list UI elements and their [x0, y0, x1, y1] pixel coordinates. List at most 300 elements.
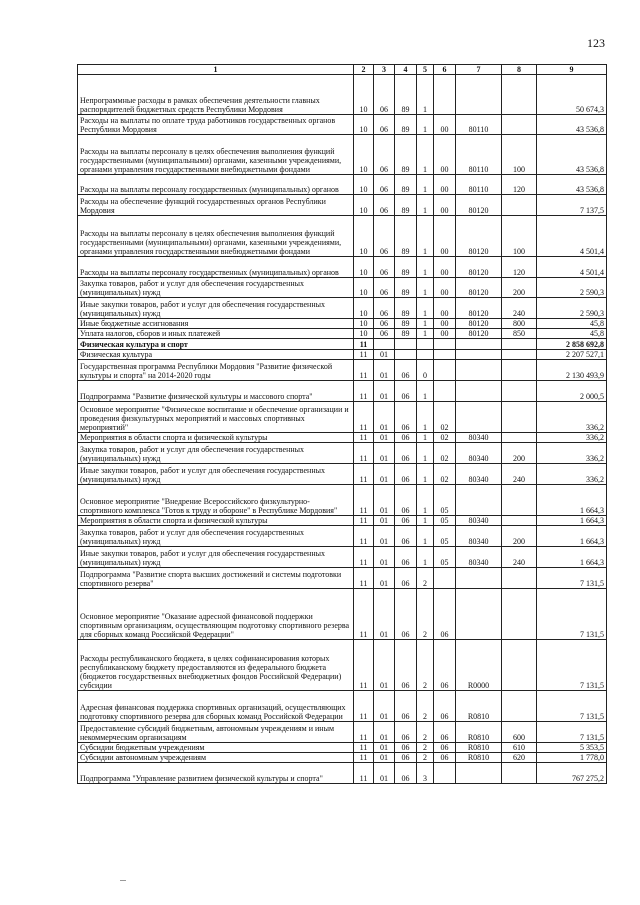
row-type-cell: [502, 433, 537, 443]
row-event-cell: 00: [434, 257, 456, 278]
row-name-cell: Субсидии автономным учреждениям: [78, 753, 354, 763]
row-event-cell: 00: [434, 175, 456, 195]
row-program-cell: 89: [395, 278, 417, 298]
row-name-cell: Непрограммные расходы в рамках обеспечения деятельности главных распорядителей бюджетных средств Республики Мордовия: [78, 75, 354, 115]
row-subsection-cell: 06: [374, 298, 395, 319]
row-subprogram-cell: 2: [417, 568, 434, 589]
table-row: [78, 175, 607, 195]
row-section-cell: 11: [354, 360, 374, 381]
row-amount-cell: 43 536,8: [537, 135, 607, 175]
row-event-cell: [434, 381, 456, 402]
row-name-cell: Иные закупки товаров, работ и услуг для обеспечения государственных (муниципальных) нужд: [78, 464, 354, 485]
row-amount-cell: 7 131,5: [537, 568, 607, 589]
row-subprogram-cell: 2: [417, 691, 434, 722]
row-subprogram-cell: 1: [417, 402, 434, 433]
row-type-cell: 200: [502, 526, 537, 547]
table-header-row: [78, 65, 607, 75]
table-row: [78, 485, 607, 516]
row-name-cell: Подпрограмма "Развитие физической культуры и массового спорта": [78, 381, 354, 402]
row-program-cell: 89: [395, 319, 417, 329]
row-amount-cell: 5 353,5: [537, 743, 607, 753]
row-direction-cell: 80120: [456, 278, 502, 298]
row-section-cell: 10: [354, 216, 374, 257]
row-direction-cell: [456, 589, 502, 640]
row-direction-cell: [456, 360, 502, 381]
row-name-cell: Мероприятия в области спорта и физической культуры: [78, 516, 354, 526]
row-amount-cell: 4 501,4: [537, 257, 607, 278]
column-header: 4: [395, 65, 417, 75]
row-section-cell: 11: [354, 568, 374, 589]
row-event-cell: 00: [434, 329, 456, 339]
row-direction-cell: 80340: [456, 526, 502, 547]
row-type-cell: 100: [502, 135, 537, 175]
row-section-cell: 10: [354, 115, 374, 135]
row-direction-cell: 80340: [456, 516, 502, 526]
row-section-cell: 11: [354, 516, 374, 526]
row-subprogram-cell: 2: [417, 753, 434, 763]
row-name-cell: Физическая культура и спорт: [78, 339, 354, 350]
row-program-cell: 06: [395, 691, 417, 722]
row-event-cell: 00: [434, 115, 456, 135]
row-event-cell: 00: [434, 298, 456, 319]
row-direction-cell: 80120: [456, 298, 502, 319]
row-section-cell: 11: [354, 691, 374, 722]
row-name-cell: Адресная финансовая поддержка спортивных организаций, осуществляющих подготовку спортивного резерва для сборных команд Российской Федерации: [78, 691, 354, 722]
row-subprogram-cell: 1: [417, 298, 434, 319]
row-subprogram-cell: 1: [417, 381, 434, 402]
row-section-cell: 10: [354, 329, 374, 339]
row-event-cell: 00: [434, 135, 456, 175]
column-header: 7: [456, 65, 502, 75]
row-type-cell: 200: [502, 443, 537, 464]
row-section-cell: 11: [354, 433, 374, 443]
row-subsection-cell: 06: [374, 115, 395, 135]
row-section-cell: 11: [354, 402, 374, 433]
row-subsection-cell: 01: [374, 526, 395, 547]
row-subprogram-cell: 1: [417, 516, 434, 526]
row-subprogram-cell: 1: [417, 329, 434, 339]
row-subsection-cell: 01: [374, 433, 395, 443]
row-program-cell: 06: [395, 640, 417, 691]
row-subsection-cell: 01: [374, 443, 395, 464]
row-direction-cell: 80340: [456, 443, 502, 464]
row-direction-cell: 80110: [456, 175, 502, 195]
row-subprogram-cell: 1: [417, 135, 434, 175]
table-row: [78, 443, 607, 464]
row-name-cell: Иные закупки товаров, работ и услуг для обеспечения государственных (муниципальных) нужд: [78, 547, 354, 568]
row-amount-cell: 1 778,0: [537, 753, 607, 763]
column-header: 2: [354, 65, 374, 75]
row-amount-cell: 2 207 527,1: [537, 350, 607, 360]
row-name-cell: Основное мероприятие "Физическое воспитание и обеспечение организации и проведения физкультурных мероприятий и массовых спортивных мероприятий": [78, 402, 354, 433]
row-program-cell: 06: [395, 360, 417, 381]
row-subprogram-cell: 2: [417, 722, 434, 743]
row-type-cell: [502, 115, 537, 135]
row-section-cell: 11: [354, 464, 374, 485]
row-program-cell: 89: [395, 175, 417, 195]
row-subprogram-cell: 1: [417, 433, 434, 443]
row-subsection-cell: 01: [374, 568, 395, 589]
row-section-cell: 11: [354, 381, 374, 402]
table-row: [78, 381, 607, 402]
row-subsection-cell: 01: [374, 360, 395, 381]
row-amount-cell: 2 000,5: [537, 381, 607, 402]
row-section-cell: 10: [354, 135, 374, 175]
row-section-cell: 11: [354, 753, 374, 763]
budget-table: [77, 64, 607, 784]
row-amount-cell: 50 674,3: [537, 75, 607, 115]
row-direction-cell: R0810: [456, 722, 502, 743]
row-amount-cell: 1 664,3: [537, 516, 607, 526]
row-type-cell: [502, 195, 537, 216]
row-event-cell: [434, 75, 456, 115]
table-row: [78, 516, 607, 526]
row-type-cell: [502, 763, 537, 784]
row-amount-cell: 43 536,8: [537, 115, 607, 135]
row-subprogram-cell: 1: [417, 195, 434, 216]
row-subsection-cell: 01: [374, 485, 395, 516]
row-program-cell: 06: [395, 568, 417, 589]
row-section-cell: 11: [354, 722, 374, 743]
table-row: [78, 75, 607, 115]
row-direction-cell: 80120: [456, 257, 502, 278]
row-amount-cell: 336,2: [537, 433, 607, 443]
row-subprogram-cell: 2: [417, 640, 434, 691]
row-amount-cell: 1 664,3: [537, 547, 607, 568]
row-subprogram-cell: 1: [417, 547, 434, 568]
row-section-cell: 10: [354, 195, 374, 216]
row-event-cell: 05: [434, 516, 456, 526]
row-program-cell: 06: [395, 722, 417, 743]
column-header: 5: [417, 65, 434, 75]
row-section-cell: 11: [354, 526, 374, 547]
row-subprogram-cell: 1: [417, 257, 434, 278]
row-type-cell: [502, 568, 537, 589]
row-event-cell: 06: [434, 722, 456, 743]
row-subprogram-cell: 1: [417, 278, 434, 298]
row-program-cell: 06: [395, 485, 417, 516]
table-row: [78, 135, 607, 175]
row-amount-cell: 336,2: [537, 443, 607, 464]
row-type-cell: [502, 402, 537, 433]
row-subprogram-cell: 0: [417, 360, 434, 381]
table-row: [78, 402, 607, 433]
row-amount-cell: 2 130 493,9: [537, 360, 607, 381]
table-row: [78, 319, 607, 329]
row-subprogram-cell: 1: [417, 526, 434, 547]
row-program-cell: 06: [395, 464, 417, 485]
row-amount-cell: 2 590,3: [537, 278, 607, 298]
row-subprogram-cell: 3: [417, 763, 434, 784]
row-name-cell: Физическая культура: [78, 350, 354, 360]
row-name-cell: Иные бюджетные ассигнования: [78, 319, 354, 329]
row-direction-cell: R0810: [456, 743, 502, 753]
row-section-cell: 10: [354, 75, 374, 115]
table-row: [78, 278, 607, 298]
row-amount-cell: 43 536,8: [537, 175, 607, 195]
row-direction-cell: 80120: [456, 319, 502, 329]
row-direction-cell: [456, 485, 502, 516]
table-row: [78, 257, 607, 278]
row-name-cell: Расходы на выплаты персоналу государственных (муниципальных) органов: [78, 175, 354, 195]
row-name-cell: Государственная программа Республики Мордовия "Развитие физической культуры и спорта" на 2014-2020 годы: [78, 360, 354, 381]
table-row: [78, 298, 607, 319]
row-subsection-cell: 06: [374, 319, 395, 329]
row-direction-cell: [456, 350, 502, 360]
row-section-cell: 11: [354, 763, 374, 784]
row-direction-cell: R0000: [456, 640, 502, 691]
column-header: 1: [78, 65, 354, 75]
row-program-cell: [395, 350, 417, 360]
row-name-cell: Расходы на выплаты персоналу в целях обеспечения выполнения функций государственными (муниципальными) органами, казенными учреждениями, органами управления государственными внебюджетными фондами: [78, 135, 354, 175]
row-amount-cell: 2 858 692,8: [537, 339, 607, 350]
row-section-cell: 11: [354, 547, 374, 568]
table-row: [78, 526, 607, 547]
row-event-cell: 02: [434, 464, 456, 485]
table-row: [78, 216, 607, 257]
row-type-cell: 850: [502, 329, 537, 339]
table-row: [78, 464, 607, 485]
table-row: [78, 329, 607, 339]
row-section-cell: 11: [354, 743, 374, 753]
row-subsection-cell: 01: [374, 743, 395, 753]
row-name-cell: Основное мероприятие "Внедрение Всероссийского физкультурно-спортивного комплекса "Готов к труду и обороне" в Республике Мордовия": [78, 485, 354, 516]
row-event-cell: [434, 360, 456, 381]
table-row: [78, 360, 607, 381]
row-program-cell: 89: [395, 298, 417, 319]
row-program-cell: 89: [395, 75, 417, 115]
row-subsection-cell: [374, 339, 395, 350]
column-header: 3: [374, 65, 395, 75]
row-subsection-cell: 01: [374, 640, 395, 691]
row-subsection-cell: 06: [374, 195, 395, 216]
row-subsection-cell: 01: [374, 589, 395, 640]
column-header: 9: [537, 65, 607, 75]
row-event-cell: 06: [434, 589, 456, 640]
row-type-cell: [502, 516, 537, 526]
row-subprogram-cell: [417, 339, 434, 350]
row-type-cell: 100: [502, 216, 537, 257]
row-type-cell: 240: [502, 547, 537, 568]
row-direction-cell: 80340: [456, 433, 502, 443]
row-type-cell: [502, 485, 537, 516]
row-name-cell: Подпрограмма "Управление развитием физической культуры и спорта": [78, 763, 354, 784]
table-row: [78, 691, 607, 722]
row-event-cell: 02: [434, 433, 456, 443]
row-name-cell: Иные закупки товаров, работ и услуг для обеспечения государственных (муниципальных) нужд: [78, 298, 354, 319]
row-amount-cell: 7 137,5: [537, 195, 607, 216]
row-section-cell: 10: [354, 319, 374, 329]
row-subprogram-cell: 1: [417, 443, 434, 464]
row-amount-cell: 7 131,5: [537, 722, 607, 743]
row-direction-cell: R0810: [456, 691, 502, 722]
row-event-cell: 05: [434, 547, 456, 568]
row-event-cell: 00: [434, 216, 456, 257]
row-type-cell: 200: [502, 278, 537, 298]
row-direction-cell: 80110: [456, 135, 502, 175]
row-program-cell: 89: [395, 216, 417, 257]
row-subsection-cell: 01: [374, 464, 395, 485]
row-amount-cell: 7 131,5: [537, 589, 607, 640]
row-subprogram-cell: 2: [417, 743, 434, 753]
table-row: [78, 339, 607, 350]
row-event-cell: [434, 568, 456, 589]
row-subsection-cell: 01: [374, 547, 395, 568]
row-event-cell: 06: [434, 753, 456, 763]
row-name-cell: Расходы республиканского бюджета, в целях софинансирования которых республиканскому бюджету предоставляются из федерального бюджета (бюджетов государственных внебюджетных фондов Российской Федерации) субсидии: [78, 640, 354, 691]
row-direction-cell: 80340: [456, 464, 502, 485]
row-direction-cell: [456, 381, 502, 402]
row-program-cell: 89: [395, 257, 417, 278]
row-program-cell: 06: [395, 743, 417, 753]
row-amount-cell: 767 275,2: [537, 763, 607, 784]
row-amount-cell: 4 501,4: [537, 216, 607, 257]
row-subprogram-cell: 1: [417, 175, 434, 195]
row-amount-cell: 336,2: [537, 464, 607, 485]
row-program-cell: 06: [395, 433, 417, 443]
row-direction-cell: 80340: [456, 547, 502, 568]
row-event-cell: 02: [434, 443, 456, 464]
row-program-cell: 89: [395, 329, 417, 339]
row-subprogram-cell: 1: [417, 216, 434, 257]
row-subsection-cell: 06: [374, 329, 395, 339]
row-name-cell: Закупка товаров, работ и услуг для обеспечения государственных (муниципальных) нужд: [78, 443, 354, 464]
row-subsection-cell: 01: [374, 691, 395, 722]
row-direction-cell: R0810: [456, 753, 502, 763]
row-program-cell: 06: [395, 381, 417, 402]
row-name-cell: Расходы на выплаты персоналу государственных (муниципальных) органов: [78, 257, 354, 278]
table-row: [78, 547, 607, 568]
table-row: [78, 589, 607, 640]
row-subprogram-cell: 1: [417, 485, 434, 516]
row-name-cell: Субсидии бюджетным учреждениям: [78, 743, 354, 753]
row-subsection-cell: 01: [374, 516, 395, 526]
row-type-cell: 120: [502, 257, 537, 278]
table-row: [78, 568, 607, 589]
row-program-cell: 06: [395, 516, 417, 526]
table-row: [78, 722, 607, 743]
row-section-cell: 11: [354, 640, 374, 691]
table-row: [78, 350, 607, 360]
row-subsection-cell: 06: [374, 75, 395, 115]
row-type-cell: 120: [502, 175, 537, 195]
row-type-cell: [502, 350, 537, 360]
row-event-cell: 06: [434, 691, 456, 722]
row-subsection-cell: 06: [374, 175, 395, 195]
table-row: [78, 763, 607, 784]
row-direction-cell: [456, 763, 502, 784]
row-direction-cell: 80120: [456, 216, 502, 257]
row-amount-cell: 7 131,5: [537, 640, 607, 691]
row-event-cell: 00: [434, 319, 456, 329]
column-header: 6: [434, 65, 456, 75]
row-amount-cell: 45,8: [537, 319, 607, 329]
row-program-cell: 06: [395, 763, 417, 784]
row-subprogram-cell: 2: [417, 589, 434, 640]
table-row: [78, 640, 607, 691]
row-program-cell: 89: [395, 195, 417, 216]
row-program-cell: 89: [395, 135, 417, 175]
row-program-cell: 06: [395, 526, 417, 547]
row-event-cell: 05: [434, 526, 456, 547]
row-direction-cell: [456, 75, 502, 115]
row-event-cell: 06: [434, 743, 456, 753]
row-direction-cell: 80110: [456, 115, 502, 135]
scan-mark: [120, 880, 126, 881]
row-name-cell: Предоставление субсидий бюджетным, автономным учреждениям и иным некоммерческим организациям: [78, 722, 354, 743]
table-row: [78, 753, 607, 763]
row-subsection-cell: 06: [374, 278, 395, 298]
row-section-cell: 11: [354, 443, 374, 464]
row-program-cell: [395, 339, 417, 350]
row-type-cell: [502, 691, 537, 722]
row-amount-cell: 45,8: [537, 329, 607, 339]
row-type-cell: [502, 589, 537, 640]
row-subsection-cell: 01: [374, 753, 395, 763]
row-type-cell: [502, 381, 537, 402]
row-name-cell: Закупка товаров, работ и услуг для обеспечения государственных (муниципальных) нужд: [78, 526, 354, 547]
row-type-cell: [502, 640, 537, 691]
row-type-cell: 610: [502, 743, 537, 753]
row-type-cell: 800: [502, 319, 537, 329]
column-header: 8: [502, 65, 537, 75]
row-section-cell: 11: [354, 339, 374, 350]
row-subprogram-cell: 1: [417, 464, 434, 485]
row-type-cell: 240: [502, 298, 537, 319]
row-event-cell: [434, 350, 456, 360]
row-subsection-cell: 06: [374, 216, 395, 257]
row-direction-cell: 80120: [456, 195, 502, 216]
row-event-cell: [434, 339, 456, 350]
row-direction-cell: [456, 402, 502, 433]
page-number: 123: [587, 36, 605, 50]
row-type-cell: [502, 75, 537, 115]
row-name-cell: Расходы на обеспечение функций государственных органов Республики Мордовия: [78, 195, 354, 216]
row-type-cell: 620: [502, 753, 537, 763]
row-event-cell: 00: [434, 195, 456, 216]
row-program-cell: 06: [395, 402, 417, 433]
row-program-cell: 06: [395, 753, 417, 763]
row-section-cell: 10: [354, 298, 374, 319]
row-event-cell: 00: [434, 278, 456, 298]
row-section-cell: 10: [354, 175, 374, 195]
row-event-cell: 05: [434, 485, 456, 516]
row-section-cell: 10: [354, 278, 374, 298]
row-type-cell: 240: [502, 464, 537, 485]
row-name-cell: Подпрограмма "Развитие спорта высших достижений и системы подготовки спортивного резерва": [78, 568, 354, 589]
row-program-cell: 06: [395, 443, 417, 464]
row-section-cell: 11: [354, 485, 374, 516]
row-event-cell: 06: [434, 640, 456, 691]
row-amount-cell: 2 590,3: [537, 298, 607, 319]
row-type-cell: [502, 360, 537, 381]
row-program-cell: 06: [395, 547, 417, 568]
row-subsection-cell: 01: [374, 350, 395, 360]
row-subsection-cell: 01: [374, 763, 395, 784]
row-name-cell: Основное мероприятие "Оказание адресной финансовой поддержки спортивным организациям, осуществляющим подготовку спортивного резерва для сборных команд Российской Федерации": [78, 589, 354, 640]
row-amount-cell: 336,2: [537, 402, 607, 433]
row-subsection-cell: 01: [374, 722, 395, 743]
row-name-cell: Закупка товаров, работ и услуг для обеспечения государственных (муниципальных) нужд: [78, 278, 354, 298]
row-event-cell: 02: [434, 402, 456, 433]
row-program-cell: 89: [395, 115, 417, 135]
table-row: [78, 195, 607, 216]
row-type-cell: [502, 339, 537, 350]
row-amount-cell: 7 131,5: [537, 691, 607, 722]
table-row: [78, 743, 607, 753]
row-program-cell: 06: [395, 589, 417, 640]
table-row: [78, 115, 607, 135]
